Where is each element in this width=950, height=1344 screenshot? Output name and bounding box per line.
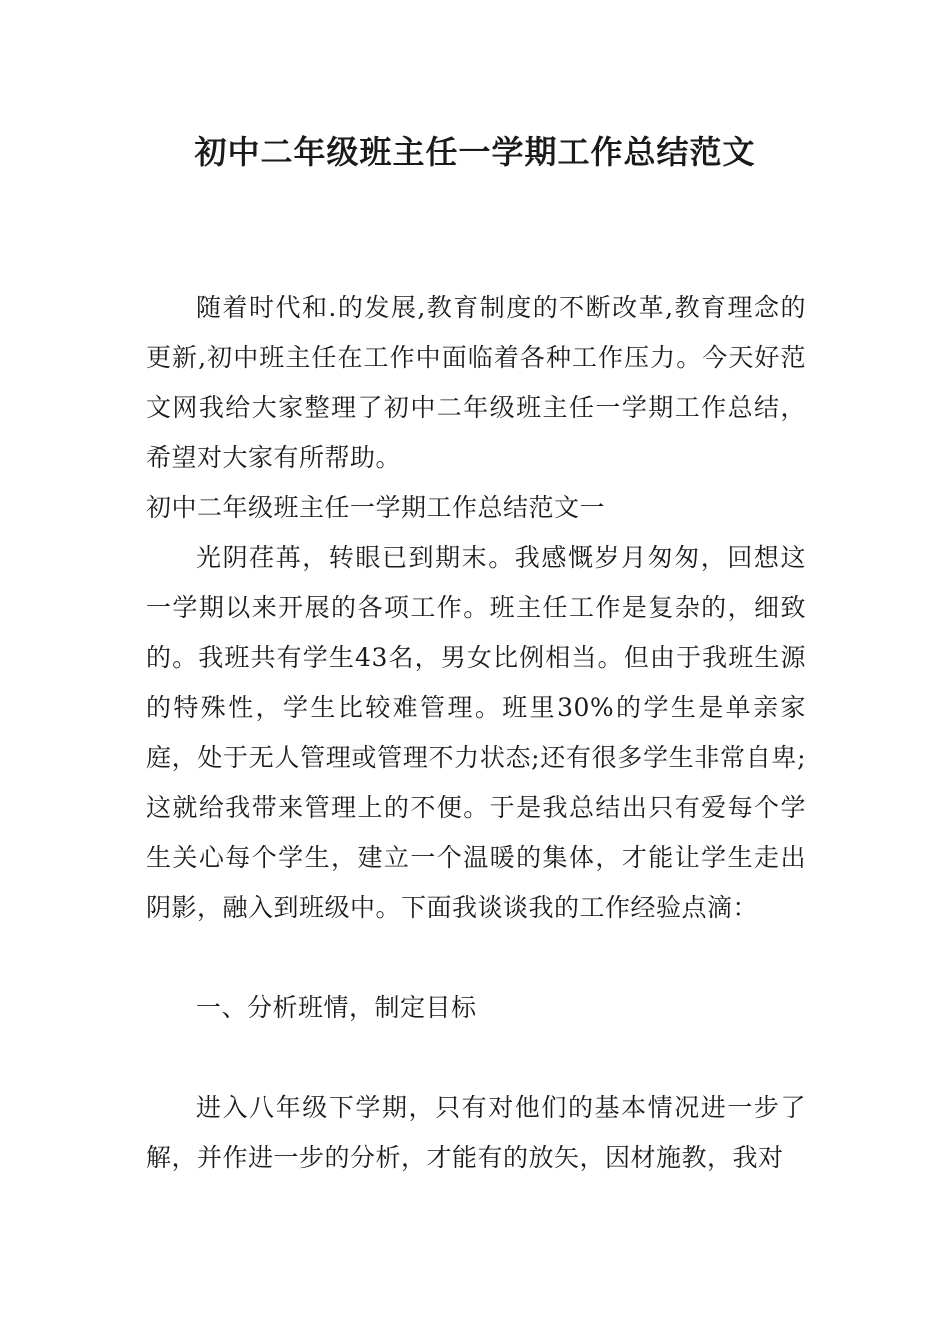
section-subtitle: 初中二年级班主任一学期工作总结范文一 <box>146 493 606 522</box>
section-heading-1: 一、分析班情，制定目标 <box>196 993 477 1022</box>
document-title: 初中二年级班主任一学期工作总结范文 <box>194 133 756 171</box>
intro-paragraph: 随着时代和.的发展,教育制度的不断改革,教育理念的更新,初中班主任在工作中面临着各种工作压力。今天好范文网我给大家整理了初中二年级班主任一学期工作总结，希望对大家有所帮助。 <box>146 293 806 472</box>
body-paragraph-1: 光阴荏苒，转眼已到期末。我感慨岁月匆匆，回想这一学期以来开展的各项工作。班主任工作是复杂的，细致的。我班共有学生43名，男女比例相当。但由于我班生源的特殊性，学生比较难管理。班里30%的学生是单亲家庭，处于无人管理或管理不力状态;还有很多学生非常自卑;这就给我带来管理上的不便。于是我总结出只有爱每个学生关心每个学生，建立一个温暖的集体，才能让学生走出阴影，融入到班级中。下面我谈谈我的工作经验点滴： <box>146 543 806 922</box>
body-paragraph-2: 进入八年级下学期，只有对他们的基本情况进一步了解，并作进一步的分析，才能有的放矢，因材施教，我对 <box>146 1093 806 1172</box>
